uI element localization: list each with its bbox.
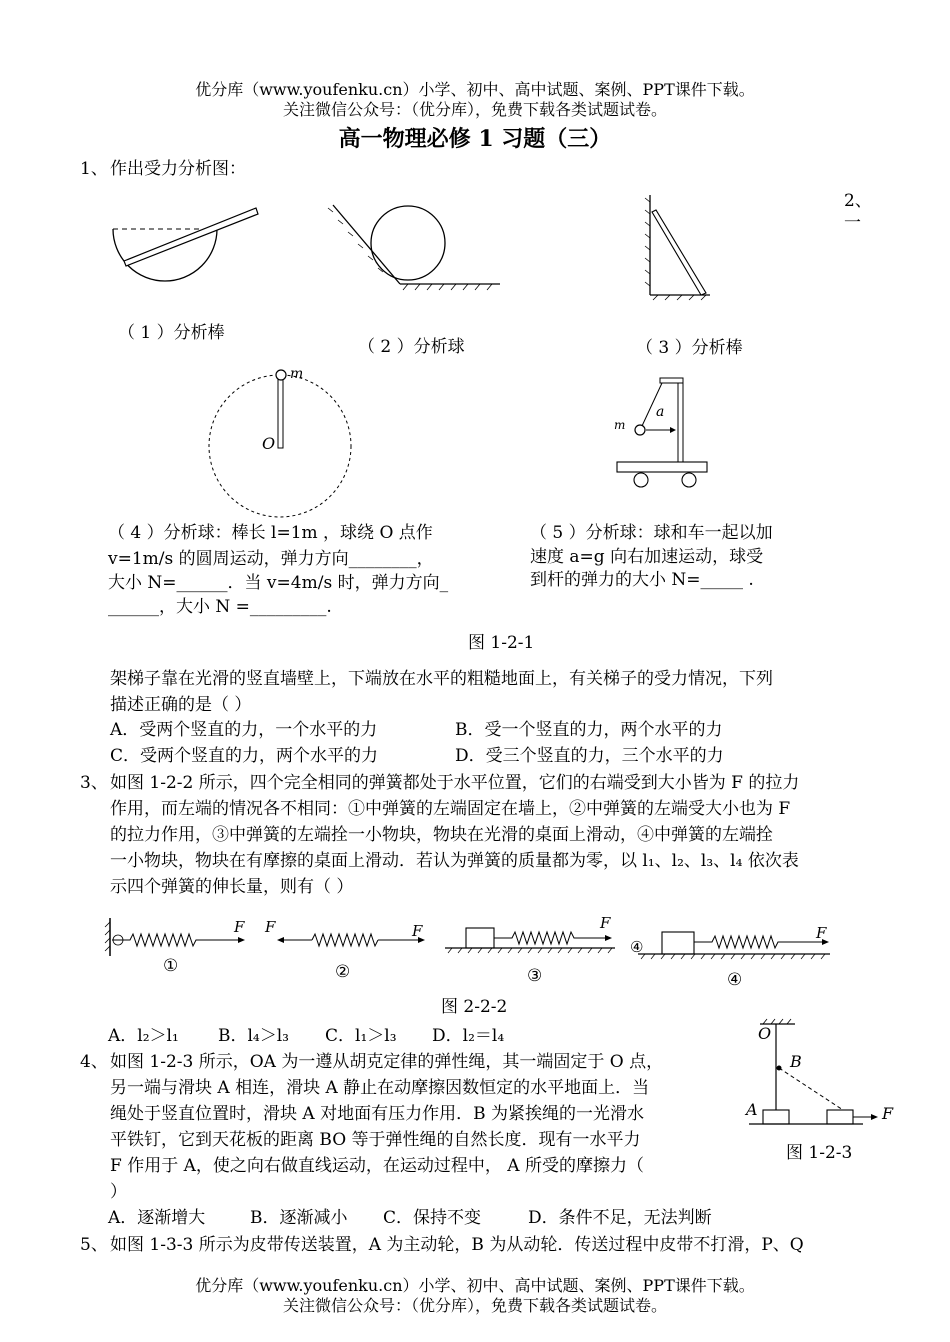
- q2-side-number: 2、: [844, 191, 872, 211]
- fig5-label-a: a: [656, 404, 665, 420]
- fig4-label-m: m: [290, 366, 304, 382]
- fig4-circular-motion: [200, 368, 360, 528]
- q4-option-d: D．条件不足，无法判断: [528, 1208, 712, 1228]
- q4-line5: F 作用于 A，使之向右做直线运动，在运动过程中， A 所受的摩擦力（: [110, 1156, 644, 1176]
- fig1-rod-in-bowl: [110, 205, 270, 295]
- q4-line3: 绳处于竖直位置时，滑块 A 对地面有压力作用．B 为紧挨绳的一光滑水: [110, 1104, 644, 1124]
- q1-p5-line1: （ 5 ）分析球：球和车一起以加: [530, 523, 773, 543]
- fig2-caption: （ 2 ）分析球: [358, 337, 465, 357]
- q3-line4: 一小物块，物块在有摩擦的桌面上滑动．若认为弹簧的质量都为零，以 l₁、l₂、l₃、l₄ 依次表: [110, 851, 799, 871]
- spring1-label: ①: [163, 956, 179, 976]
- spring2-F-right: F: [412, 922, 423, 940]
- spring1-F: F: [234, 918, 245, 936]
- q2-line2: 描述正确的是（ ）: [110, 695, 252, 715]
- q3-option-c: C．l₁＞l₃: [325, 1026, 397, 1046]
- q1-p4-line2: v=1m/s 的圆周运动，弹力方向________，: [108, 549, 434, 569]
- spring4-label: ④: [727, 970, 743, 990]
- q3-line3: 的拉力作用，③中弹簧的左端拴一小物块，物块在光滑的桌面上滑动，④中弹簧的左端拴: [110, 825, 773, 845]
- q2-side-char: 一: [844, 213, 861, 233]
- q4-option-c: C．保持不变: [383, 1208, 482, 1228]
- fig4-label-B: B: [790, 1052, 802, 1071]
- q3-number: 3、: [80, 773, 108, 793]
- spring2-label: ②: [335, 962, 351, 982]
- fig5-label-m: m: [614, 418, 626, 432]
- q4-line1: 如图 1-2-3 所示，OA 为一遵从胡克定律的弹性绳，其一端固定于 O 点，: [110, 1052, 664, 1072]
- q3-line2: 作用，而左端的情况各不相同：①中弹簧的左端固定在墙上，②中弹簧的左端受大小也为 F: [110, 799, 791, 819]
- fig-1-2-1-caption: 图 1-2-1: [468, 633, 535, 653]
- header-line-2: 关注微信公众号：（优分库），免费下载各类试题试卷。: [282, 100, 667, 119]
- q3-option-d: D．l₂＝l₄: [432, 1026, 505, 1046]
- spring2-F-left: F: [265, 918, 276, 936]
- q1-p5-line3: 到杆的弹力的大小 N=_____ .: [530, 570, 754, 590]
- q1-p4-line4: ______，大小 N =_________.: [108, 597, 332, 617]
- page-title: 高一物理必修 1 习题（三）: [338, 126, 612, 152]
- q3-line1: 如图 1-2-2 所示，四个完全相同的弹簧都处于水平位置，它们的右端受到大小皆为 F 的拉力: [110, 773, 800, 793]
- fig5-cart: [610, 376, 720, 491]
- fig1-caption: （ 1 ）分析棒: [118, 323, 225, 343]
- q5-number: 5、: [80, 1235, 108, 1255]
- q1-p4-line1: （ 4 ）分析球：棒长 l=1m ，球绕 O 点作: [108, 523, 433, 543]
- fig4-label-A: A: [746, 1100, 758, 1119]
- q1-p4-line3: 大小 N=______．当 v=4m/s 时，弹力方向_: [108, 573, 449, 593]
- spring3-label: ③: [527, 966, 543, 986]
- q4-line2: 另一端与滑块 A 相连，滑块 A 静止在动摩擦因数恒定的水平地面上．当: [110, 1078, 650, 1098]
- q2-option-d: D．受三个竖直的力，三个水平的力: [455, 746, 724, 766]
- q3-option-b: B．l₄＞l₃: [218, 1026, 289, 1046]
- q3-line5: 示四个弹簧的伸长量，则有（ ）: [110, 877, 354, 897]
- spring4-F: F: [816, 924, 827, 942]
- q1-number: 1、: [80, 159, 108, 179]
- fig4-label-F: F: [882, 1104, 894, 1123]
- q4-line6: ）: [110, 1182, 127, 1202]
- q4-option-b: B．逐渐减小: [250, 1208, 348, 1228]
- footer-line-1: 优分库（www.youfenku.cn）小学、初中、高中试题、案例、PPT课件下载。: [195, 1276, 755, 1295]
- q4-line4: 平铁钉，它到天花板的距离 BO 等于弹性绳的自然长度．现有一水平力: [110, 1130, 641, 1150]
- fig-1-2-3-caption: 图 1-2-3: [786, 1143, 853, 1163]
- q5-line1: 如图 1-3-3 所示为皮带传送装置，A 为主动轮，B 为从动轮．传送过程中皮带不打滑，P、Q: [110, 1235, 804, 1255]
- fig3-rod-against-wall: [640, 190, 720, 305]
- q1-text: 作出受力分析图：: [110, 159, 246, 179]
- fig4-label-O: O: [758, 1024, 772, 1043]
- fig2-ball-on-incline: [328, 200, 508, 290]
- q4-number: 4、: [80, 1052, 108, 1072]
- spring3-F: F: [600, 914, 611, 932]
- q2-option-a: A．受两个竖直的力，一个水平的力: [110, 720, 378, 740]
- footer-line-2: 关注微信公众号：（优分库），免费下载各类试题试卷。: [282, 1296, 667, 1315]
- q4-option-a: A．逐渐增大: [108, 1208, 206, 1228]
- q1-p5-line2: 速度 a=g 向右加速运动，球受: [530, 547, 764, 567]
- q2-option-b: B．受一个竖直的力，两个水平的力: [455, 720, 723, 740]
- q3-option-a: A．l₂＞l₁: [108, 1026, 179, 1046]
- fig3-caption: （ 3 ）分析棒: [636, 338, 743, 358]
- q2-option-c: C．受两个竖直的力，两个水平的力: [110, 746, 379, 766]
- spring4-marker: ④: [630, 938, 644, 956]
- header-line-1: 优分库（www.youfenku.cn）小学、初中、高中试题、案例、PPT课件下载。: [195, 80, 755, 99]
- fig-2-2-2-springs: [100, 914, 840, 964]
- fig-2-2-2-caption: 图 2-2-2: [441, 997, 508, 1017]
- q2-line1: 架梯子靠在光滑的竖直墙壁上，下端放在水平的粗糙地面上，有关梯子的受力情况，下列: [110, 669, 773, 689]
- fig4-label-o: O: [262, 434, 276, 453]
